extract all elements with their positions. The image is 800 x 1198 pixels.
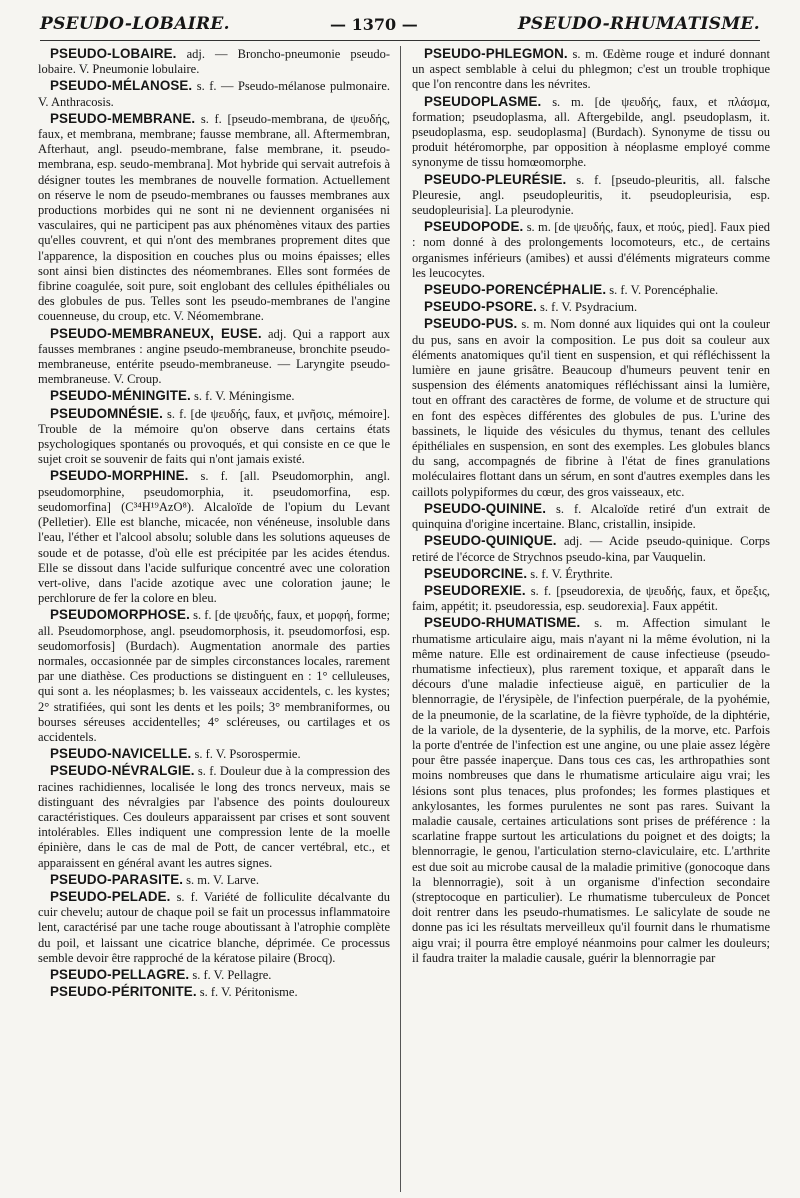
dictionary-entry [38,46,390,77]
entry-definition: s. m. [de ψευδής, faux, et πλάσμα, formation; pseudoplasma, all. Aftergebilde, angl. pseudoplasm, it. pseudoplasma, esp. seudoplasma] (Burdach). Synonyme de tissu ou produit hétéromorphe, par opposition à néoplasme employé comme synonyme de tissu homœomorphe. [412,94,770,170]
entry-headword: PSEUDO-RHUMATISME. [424,615,581,631]
entry-definition: s. f. — Pseudo-mélanose pulmonaire. V. Anthracosis. [38,79,390,109]
dictionary-entry [412,615,770,966]
entry-definition: s. f. [de ψευδής, faux, et μνῆσις, mémoire]. Trouble de la mémoire qu'on observe dans certains états psychologiques spontanés ou provoqués, et qui consiste en ce que le sujet croit se souvenir de faits qui n'ont jamais existé. [38,406,390,467]
entry-headword: PSEUDO-QUINIQUE. [424,533,557,549]
entry-headword: PSEUDO-LOBAIRE. [50,46,177,61]
entry-headword: PSEUDO-PSORE. [424,299,537,315]
dictionary-entry [38,326,390,388]
entry-headword: PSEUDO-PHLEGMON. [424,46,568,61]
page-number: — 1370 — [330,14,418,34]
dictionary-entry [412,316,770,499]
entry-headword: PSEUDO-MÉLANOSE. [50,78,193,94]
dictionary-entry [412,94,770,171]
dictionary-entry [38,468,390,606]
entry-headword: PSEUDO-NAVICELLE. [50,746,192,762]
column-divider [400,46,401,1192]
dictionary-entry [38,111,390,325]
dictionary-entry [412,282,770,298]
entry-headword: PSEUDO-QUININE. [424,500,547,516]
entry-headword: PSEUDO-MORPHINE. [50,468,189,484]
entry-headword: PSEUDOREXIE. [424,582,526,598]
dictionary-entry [38,388,390,404]
entry-headword: PSEUDORCINE. [424,565,528,581]
entry-headword: PSEUDO-MÉNINGITE. [50,388,191,404]
dictionary-entry [38,607,390,745]
entry-headword: PSEUDO-PARASITE. [50,871,184,887]
entry-definition: s. f. V. Psydracium. [540,300,638,315]
entry-definition: s. f. V. Porencéphalie. [609,283,719,298]
header-rule [40,40,760,41]
dictionary-entry [38,406,390,468]
dictionary-entry [412,566,770,582]
entry-headword: PSEUDO-MEMBRANEUX, EUSE. [50,325,262,341]
dictionary-entry [412,533,770,564]
dictionary-entry [412,583,770,614]
dictionary-entry [412,172,770,219]
entry-headword: PSEUDO-PELLAGRE. [50,966,190,982]
entry-definition: s. f. [de ψευδής, faux, et μορφή, forme; all. Pseudomorphose, angl. pseudomorphosis, it. pseudomorfosi, esp. seudomorfosis] (Burdach). Augmentation anormale des parties normales, occasionnée par de simples circonstances locales, rarement par une diathèse. Ces productions se distinguent en : 1° celluleuses, qui sont a. les néoplasmes; b. les vaisseaux accidentels, c. les kystes; 2° stratifiées, qui sont les dents et les poils; 3° membraniformes, ou bourses séreuses accidentelles; 4° scléreuses, ou cartilages et os accidentels. [38,608,390,744]
entry-definition: s. f. [pseudorexia, de ψευδής, faux, et ὄρεξις, faim, appétit; it. pseudoressia, esp. seudorexia]. Faux appétit. [412,583,770,614]
entry-headword: PSEUDOPLASME. [424,93,542,109]
entry-definition: s. m. Nom donné aux liquides qui ont la couleur du pus, sans en avoir la composition. Le pus doit sa couleur aux éléments anatomiques qu'il tient en suspension, et qui réfléchissent la lumière en jaune grisâtre. Beaucoup d'humeurs peuvent tenir en suspension des éléments anatomiques réfléchissant ainsi la lumière, tout en offrant des caractères de forme, de volume et de structure qui en font des espèces différentes des globules de pus. L'urine des bassinets, le liquide des vésicules du thymus, tenant des cellules épithéliales en suspension, en sont des exemples. Les globules blancs du sang, accompagnés de fibrine à l'état de fines granulations moléculaires flottant dans un sérum, en sont d'autres exemples dans les caillots polypiformes du cœur, des gros vaisseaux, etc. [412,317,770,499]
entry-headword: PSEUDOPODE. [424,219,524,235]
dictionary-entry [412,219,770,281]
entry-headword: PSEUDO-PLEURÉSIE. [424,171,567,187]
entry-definition: s. m. Œdème rouge et induré donnant un aspect semblable à celui du phlegmon; c'est un trouble trophique que l'on rencontre dans les névrites. [412,47,770,92]
entry-headword: PSEUDO-PELADE. [50,888,171,904]
dictionary-entry [412,46,770,93]
entry-definition: s. f. Variété de folliculite décalvante du cuir chevelu; autour de chaque poil se fait un processus inflammatoire lent, caractérisé par une tache rouge aboutissant à l'atrophie complète du poil, et laissant une cicatrice blanche, déprimée. Ce processus semble devoir être rapproché de la kératose pilaire (Brocq). [38,889,390,965]
left-column [38,46,390,1192]
entry-definition: s. f. Douleur due à la compression des racines rachidiennes, localisée le long des troncs nerveux, mais se distinguant des névralgies par l'absence des points douloureux caractéristiques. Ces douleurs apparaissent par crises et sont souvent intolérables. Elles indiquent une compression lente de la moelle épinière, dans le cas de mal de Pott, de cancer vertébral, etc., et apparaissent en général avant les autres signes. [38,764,390,870]
dictionary-entry [38,78,390,109]
running-header [40,8,760,40]
entry-headword: PSEUDO-MEMBRANE. [50,110,196,126]
entry-headword: PSEUDOMORPHOSE. [50,607,190,623]
header-left-guide-word: PSEUDO-LOBAIRE. [40,14,230,34]
dictionary-entry [38,872,390,888]
entry-definition: s. f. V. Pellagre. [192,967,272,982]
entry-definition: s. m. V. Larve. [186,872,259,887]
entry-definition: s. f. Alcaloïde retiré d'un extrait de quinquina d'origine incertaine. Blanc, cristallin, insipide. [412,501,770,532]
header-right-guide-word: PSEUDO-RHUMATISME. [517,14,760,34]
entry-definition: s. f. [pseudo-pleuritis, all. falsche Pleuresie, angl. pseudopleuritis, it. pseudopleurisia, esp. seudopleurisia]. La pleurodynie. [412,172,770,218]
entry-definition: s. m. [de ψευδής, faux, et πούς, pied]. Faux pied : nom donné à des prolongements locomoteurs, etc., de certains organismes inférieurs (amibes) et aussi d'éléments migrateurs comme les leucocytes. [412,220,770,280]
entry-definition: s. f. V. Psorospermie. [194,747,301,762]
entry-definition: s. f. V. Péritonisme. [199,985,298,1000]
entry-definition: s. f. V. Érythrite. [530,566,613,581]
entry-headword: PSEUDOMNÉSIE. [50,405,163,421]
entry-headword: PSEUDO-PÉRITONITE. [50,984,197,1000]
entry-definition: adj. — Broncho-pneumonie pseudo-lobaire. V. Pneumonie lobulaire. [38,47,390,77]
dictionary-entry [412,501,770,532]
entry-definition: s. m. Affection simulant le rhumatisme articulaire aigu, mais n'ayant ni la même évolution, ni la même nature. Elle est ordinairement de cause infectieuse (pseudo-rhumatisme infectieux), plus rarement toxique, et apparaît dans le décours d'une maladie infectieuse aiguë, en particulier de la blennorragie, de l'érysipèle, de l'infection puerpérale, de la pyohémie, de la pneumonie, de la scarlatine, de la fièvre typhoïde, de la diphtérie, de la variole, de la dysenterie, de la syphilis, de la morve, etc. Parfois la porte d'entrée de l'infection est une angine, ou une plaie assez légère pour être passée inaperçue. Dans tous ces cas, les arthropathies sont moins nombreuses que dans le rhumatisme articulaire aigu vrai; les lésions sont plus tenaces, plus profondes; les formes plastiques et ankylosantes, les formes purulentes ne sont pas rares. Suivant la maladie causale, certaines articulations sont prises de préférence : la scarlatine frappe surtout les articulations du poignet et des doigts; la blennorragie, le genou, l'articulation sterno-claviculaire, etc. L'arthrite est due soit au microbe causal de la maladie primitive (gonocoque dans la blennorragie), soit à un organisme d'infection secondaire (streptocoque en particulier). Le rhumatisme tuberculeux de Poncet doit rentrer dans les pseudo-rhumatismes. Le salicylate de soude ne donne pas ici les résultats merveilleux qu'il fournit dans le rhumatisme aigu vrai; il pourra être employé néanmoins pour calmer les douleurs; il faudra traiter la maladie causale, guérir la blennorragie par [412,616,770,965]
dictionary-entry [38,889,390,966]
entry-definition: s. f. V. Méningisme. [193,389,295,404]
dictionary-entry [38,746,390,762]
entry-definition: adj. — Acide pseudo-quinique. Corps retiré de l'écorce de Strychnos pseudo-kina, par Vauquelin. [412,534,770,564]
entry-definition: s. f. [pseudo-membrana, de ψευδής, faux, et membrana, membrane; fausse membrane, all. Aftermembran, Afterhaut, angl. pseudo-membrane, false membrane, it. pseudo-membrana, esp. seudo-membrana]. Mot hybride qui servait autrefois à désigner toutes les membranes de nouvelle formation. Actuellement on réserve le nom de pseudo-membranes ou fausses membranes aux productions morbides qui ne sont ni ne deviennent organisées ni vasculaires, qui ne participent pas aux phénomènes vitaux des parties qu'elles couvrent, et qui n'ont des membranes proprement dites que l'apparence, la disposition en couches plus ou moins épaisses; elles sont ainsi bien distinctes des néomembranes. Elles sont formées de fibrine coagulée, soit pure, soit englobant des cellules épithéliales ou des globules de pus. Telles sont les pseudo-membranes de l'angine couenneuse, du croup, etc. V. Néomembrane. [38,111,390,324]
entry-headword: PSEUDO-PUS. [424,316,518,332]
dictionary-entry [38,984,390,1000]
entry-headword: PSEUDO-PORENCÉPHALIE. [424,282,607,298]
entry-definition: s. f. [all. Pseudomorphin, angl. pseudomorphine, pseudomorphia, it. pseudomorfina, esp. seudomorfina] (C³⁴H¹⁹AzO⁸). Alcaloïde de l'opium du Levant (Pelletier). Elle est blanche, micacée, non vénéneuse, insoluble dans l'eau, l'éther et l'alcool absolu; soluble dans les solutions aqueuses de soude et de potasse, d'où elle est précipitée par les acides étendus. Elle se dissout dans l'acide sulfurique concentré avec une coloration vert-olive, dans l'acide azotique avec une coloration jaune; le perchlorure de fer la colore en bleu. [38,469,390,606]
dictionary-entry [38,763,390,870]
entry-headword: PSEUDO-NÉVRALGIE. [50,763,195,779]
dictionary-entry [412,299,770,315]
right-column [412,46,770,1192]
entry-definition: adj. Qui a rapport aux fausses membranes : angine pseudo-membraneuse, bronchite pseudo-membraneuse, entérite pseudo-membraneuse. — Laryngite pseudo-membraneuse. V. Croup. [38,326,390,387]
dictionary-entry [38,967,390,983]
